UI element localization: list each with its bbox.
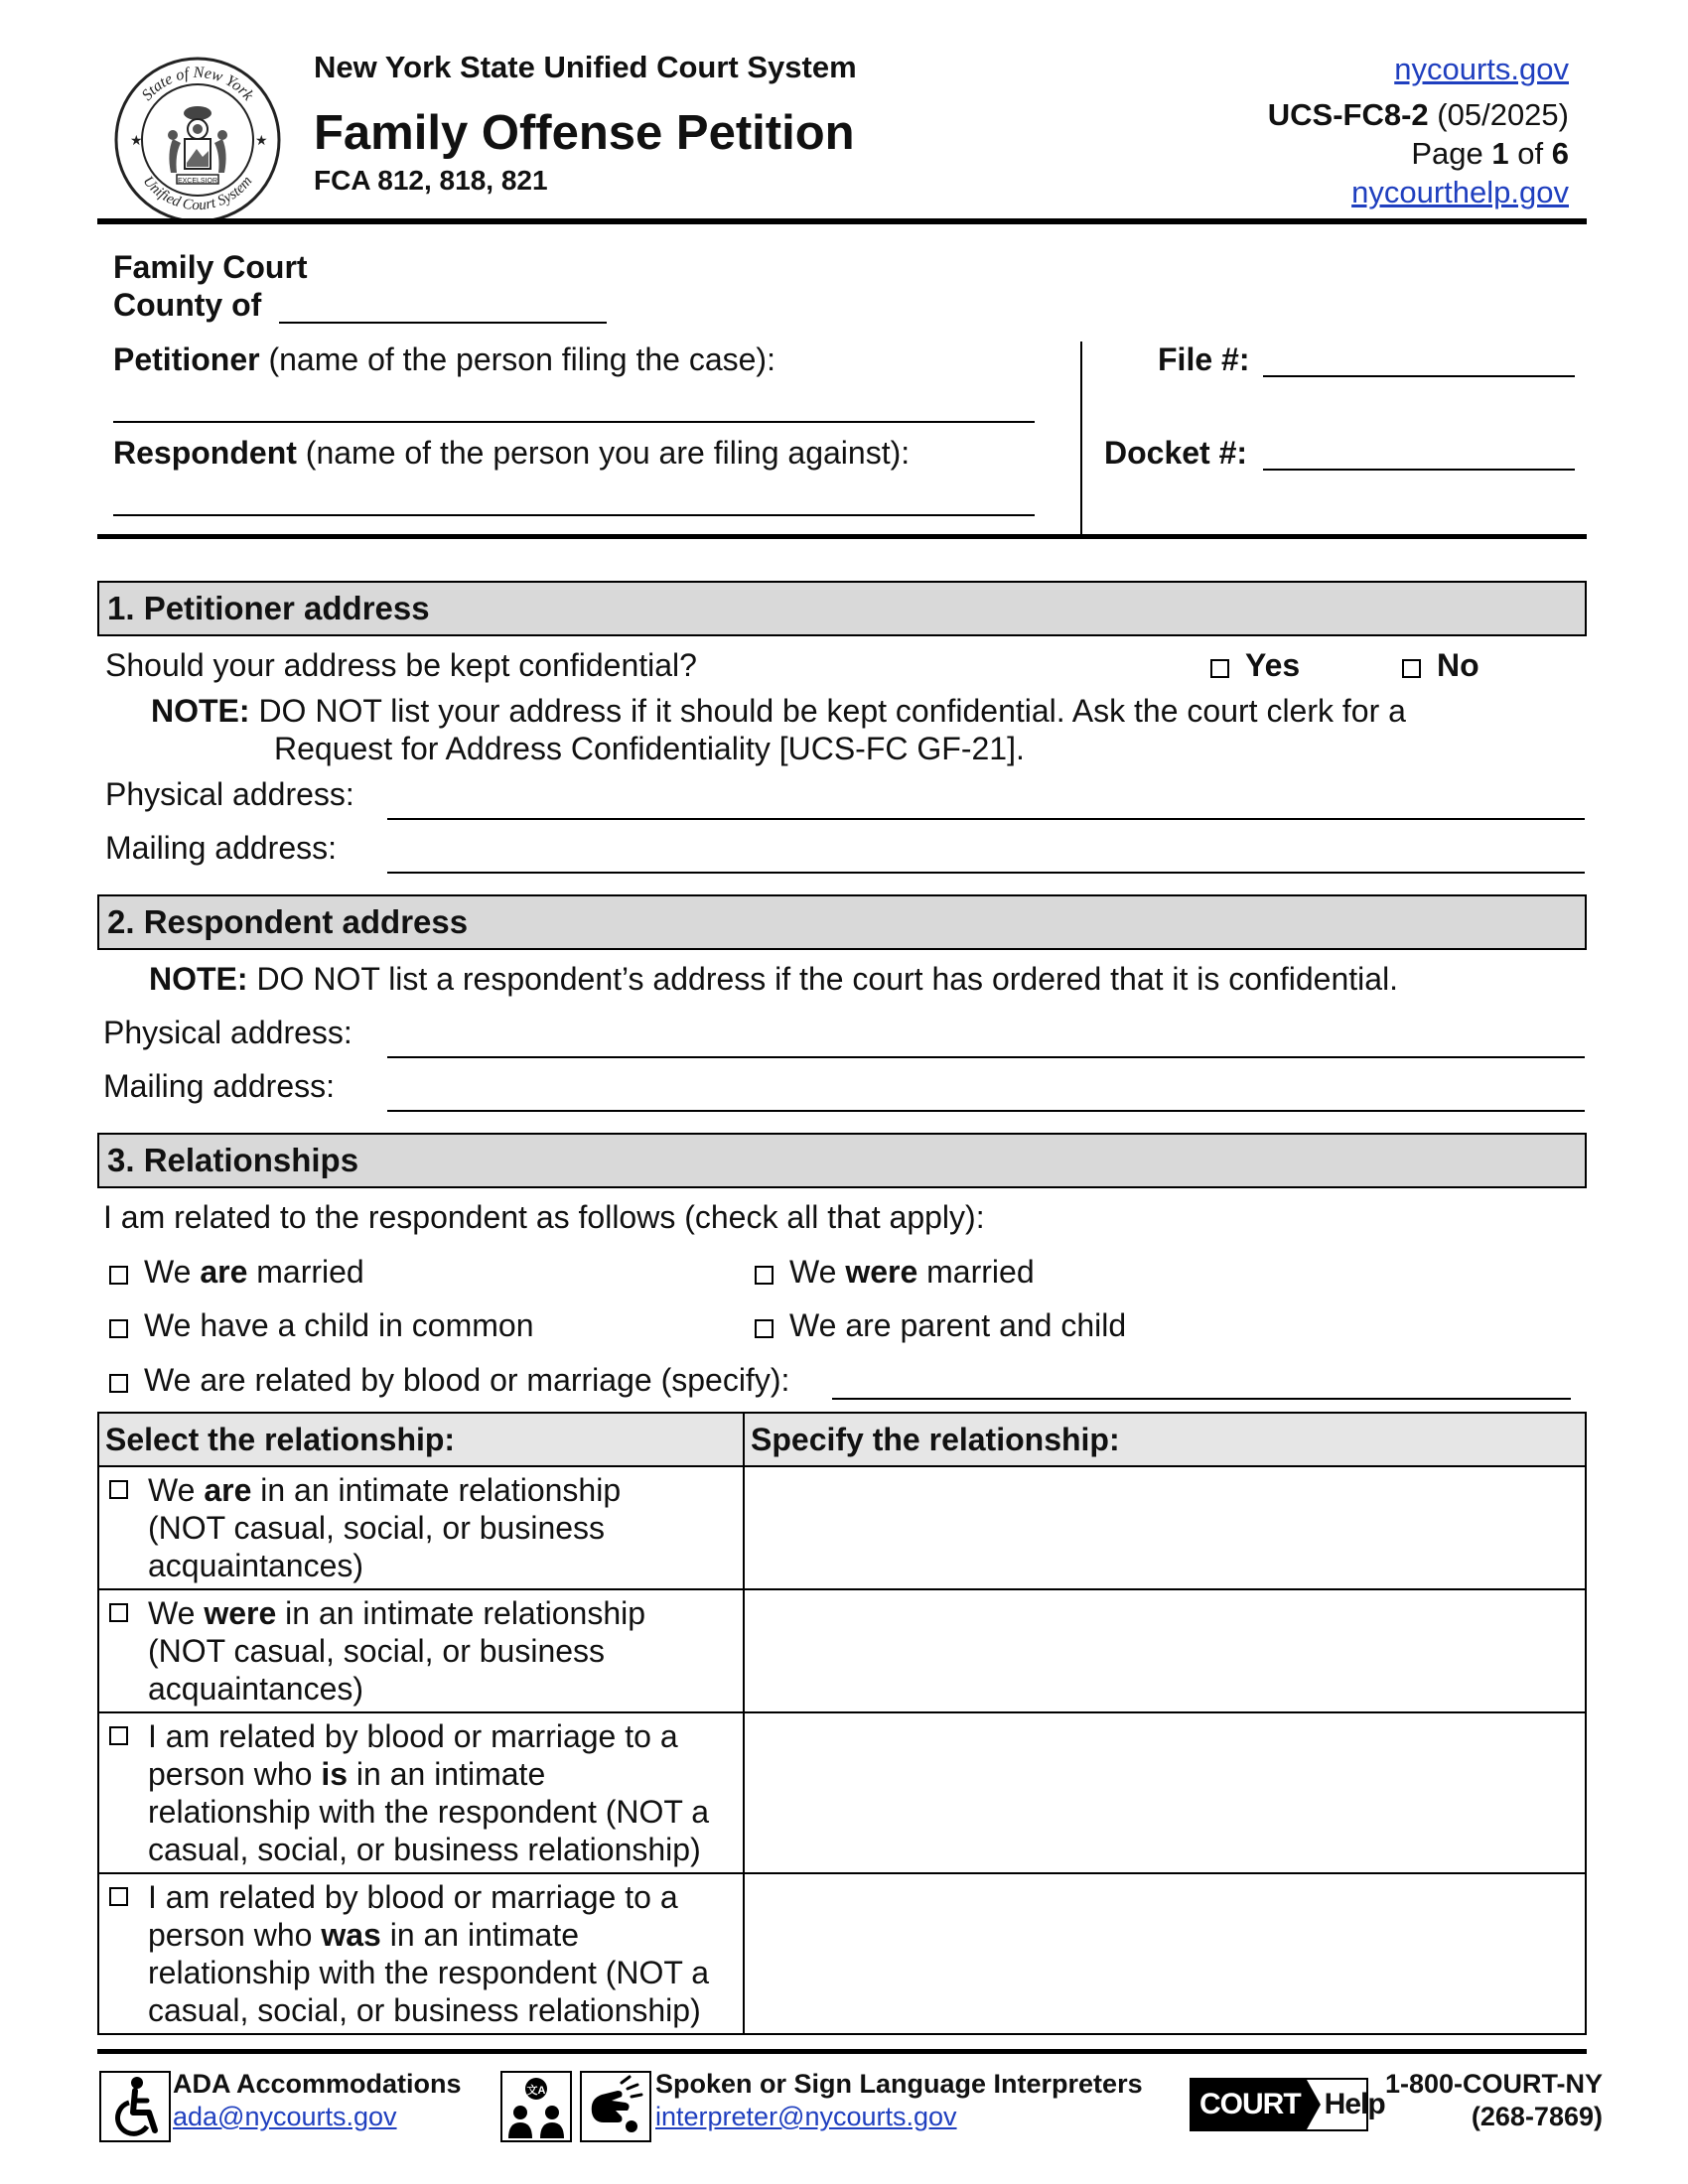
courthelp-link[interactable]: nycourthelp.gov <box>1351 175 1569 209</box>
svg-text:★: ★ <box>130 132 143 148</box>
petitioner-physical-label: Physical address: <box>105 776 354 812</box>
interpreter-title: Spoken or Sign Language Interpreters <box>655 2069 1143 2099</box>
county-label: County of <box>113 287 262 323</box>
row-checkbox[interactable] <box>109 1480 128 1499</box>
section-2-heading: 2. Respondent address <box>97 894 1587 950</box>
header-divider <box>97 218 1587 224</box>
court-name: Family Court <box>113 249 308 285</box>
respondent-label-line: Respondent (name of the person you are filing against): <box>113 435 911 471</box>
form-id-line <box>1268 97 1569 133</box>
respondent-mailing-field[interactable] <box>387 1076 1585 1112</box>
footer-divider <box>97 2049 1587 2054</box>
court-seal <box>113 56 282 224</box>
ada-email[interactable]: ada@nycourts.gov <box>173 2102 397 2131</box>
petitioner-physical-field[interactable] <box>387 784 1585 820</box>
form-id: UCS-FC8-2 <box>1267 97 1429 132</box>
docket-number-field[interactable] <box>1263 441 1575 471</box>
married-checkbox[interactable] <box>109 1266 128 1285</box>
table-row: We were in an intimate relationship (NOT casual, social, or business acquaintances) <box>98 1589 1586 1712</box>
relationship-table <box>97 1412 1587 2035</box>
helpline-digits: (268-7869) <box>1471 2102 1603 2131</box>
option-child-in-common[interactable]: We have a child in common <box>109 1305 533 1345</box>
row-checkbox[interactable] <box>109 1887 128 1906</box>
file-number-label: File #: <box>1158 341 1250 377</box>
table-row: We are in an intimate relationship (NOT casual, social, or business acquaintances) <box>98 1466 1586 1589</box>
option-parent-and-child[interactable]: We are parent and child <box>755 1305 1126 1345</box>
court-help-logo <box>1190 2078 1385 2131</box>
wheelchair-icon <box>99 2071 171 2142</box>
related-by-blood-checkbox[interactable] <box>109 1374 128 1393</box>
option-were-married[interactable]: We were married <box>755 1252 1035 1292</box>
respondent-physical-label: Physical address: <box>103 1015 352 1050</box>
specify-cell[interactable] <box>744 1712 1586 1873</box>
court-help-logo-help: Help <box>1324 2088 1385 2120</box>
section-2-note: NOTE: DO NOT list a respondent’s address if the court has ordered that it is confidential. <box>149 961 1399 997</box>
section-1-note: NOTE: DO NOT list your address if it should be kept confidential. Ask the court clerk for a <box>151 693 1406 729</box>
docket-number-label: Docket #: <box>1104 435 1248 471</box>
specify-cell[interactable] <box>744 1466 1586 1589</box>
petitioner-mailing-label: Mailing address: <box>105 830 337 866</box>
specify-cell[interactable] <box>744 1589 1586 1712</box>
table-row: I am related by blood or marriage to a person who was in an intimate relationship with the respondent (NOT a casual, social, or business relationship) <box>98 1873 1586 2034</box>
confidential-question: Should your address be kept confidential? <box>105 647 697 683</box>
county-field[interactable] <box>279 294 607 324</box>
statute-ref: FCA 812, 818, 821 <box>314 165 548 196</box>
confidential-no[interactable]: No <box>1402 645 1479 685</box>
table-col-specify: Specify the relationship: <box>744 1413 1586 1466</box>
helpline-phone: 1-800-COURT-NY <box>1384 2069 1603 2099</box>
row-checkbox[interactable] <box>109 1603 128 1622</box>
court-help-logo-court: COURT <box>1192 2080 1307 2129</box>
table-header-row <box>98 1413 1586 1466</box>
file-number-field[interactable] <box>1263 347 1575 377</box>
ada-title: ADA Accommodations <box>173 2069 462 2099</box>
confidential-yes[interactable]: Yes <box>1210 645 1300 685</box>
option-married[interactable]: We are married <box>109 1252 364 1292</box>
option-related-by-blood[interactable]: We are related by blood or marriage (specify): <box>109 1360 789 1400</box>
svg-text:Unified Court System: Unified Court System <box>139 173 256 214</box>
form-date: (05/2025) <box>1437 97 1569 132</box>
were-married-checkbox[interactable] <box>755 1266 774 1285</box>
svg-text:EXCELSIOR: EXCELSIOR <box>177 178 218 185</box>
caption-vertical-divider <box>1080 341 1082 536</box>
row-checkbox[interactable] <box>109 1726 128 1745</box>
svg-text:State of New York: State of New York <box>138 64 257 104</box>
table-row: I am related by blood or marriage to a person who is in an intimate relationship with the respondent (NOT a casual, social, or business relationship) <box>98 1712 1586 1873</box>
section-1-heading: 1. Petitioner address <box>97 581 1587 636</box>
related-by-blood-specify-field[interactable] <box>832 1368 1571 1400</box>
caption-divider <box>97 534 1587 539</box>
respondent-physical-field[interactable] <box>387 1023 1585 1058</box>
form-title: Family Offense Petition <box>314 106 855 160</box>
svg-text:★: ★ <box>255 132 268 148</box>
interpreter-icon <box>500 2071 572 2142</box>
respondent-mailing-label: Mailing address: <box>103 1068 335 1104</box>
relationship-intro: I am related to the respondent as follows (check all that apply): <box>103 1199 985 1235</box>
parent-and-child-checkbox[interactable] <box>755 1319 774 1338</box>
svg-text:文A: 文A <box>526 2085 546 2097</box>
org-name: New York State Unified Court System <box>314 50 857 84</box>
petitioner-label-line: Petitioner (name of the person filing the case): <box>113 341 775 377</box>
page-indicator: Page 1 of 6 <box>1411 136 1569 171</box>
respondent-name-field[interactable] <box>113 478 1035 516</box>
petitioner-mailing-field[interactable] <box>387 838 1585 874</box>
table-col-select: Select the relationship: <box>98 1413 744 1466</box>
nycourts-link[interactable]: nycourts.gov <box>1394 52 1569 86</box>
sign-language-icon <box>580 2071 651 2142</box>
section-1-note-line2: Request for Address Confidentiality [UCS-FC GF-21]. <box>274 731 1025 766</box>
interpreter-email[interactable]: interpreter@nycourts.gov <box>655 2102 957 2131</box>
petitioner-name-field[interactable] <box>113 385 1035 423</box>
section-3-heading: 3. Relationships <box>97 1133 1587 1188</box>
yes-checkbox[interactable] <box>1210 659 1229 678</box>
specify-cell[interactable] <box>744 1873 1586 2034</box>
no-checkbox[interactable] <box>1402 659 1421 678</box>
child-in-common-checkbox[interactable] <box>109 1319 128 1338</box>
